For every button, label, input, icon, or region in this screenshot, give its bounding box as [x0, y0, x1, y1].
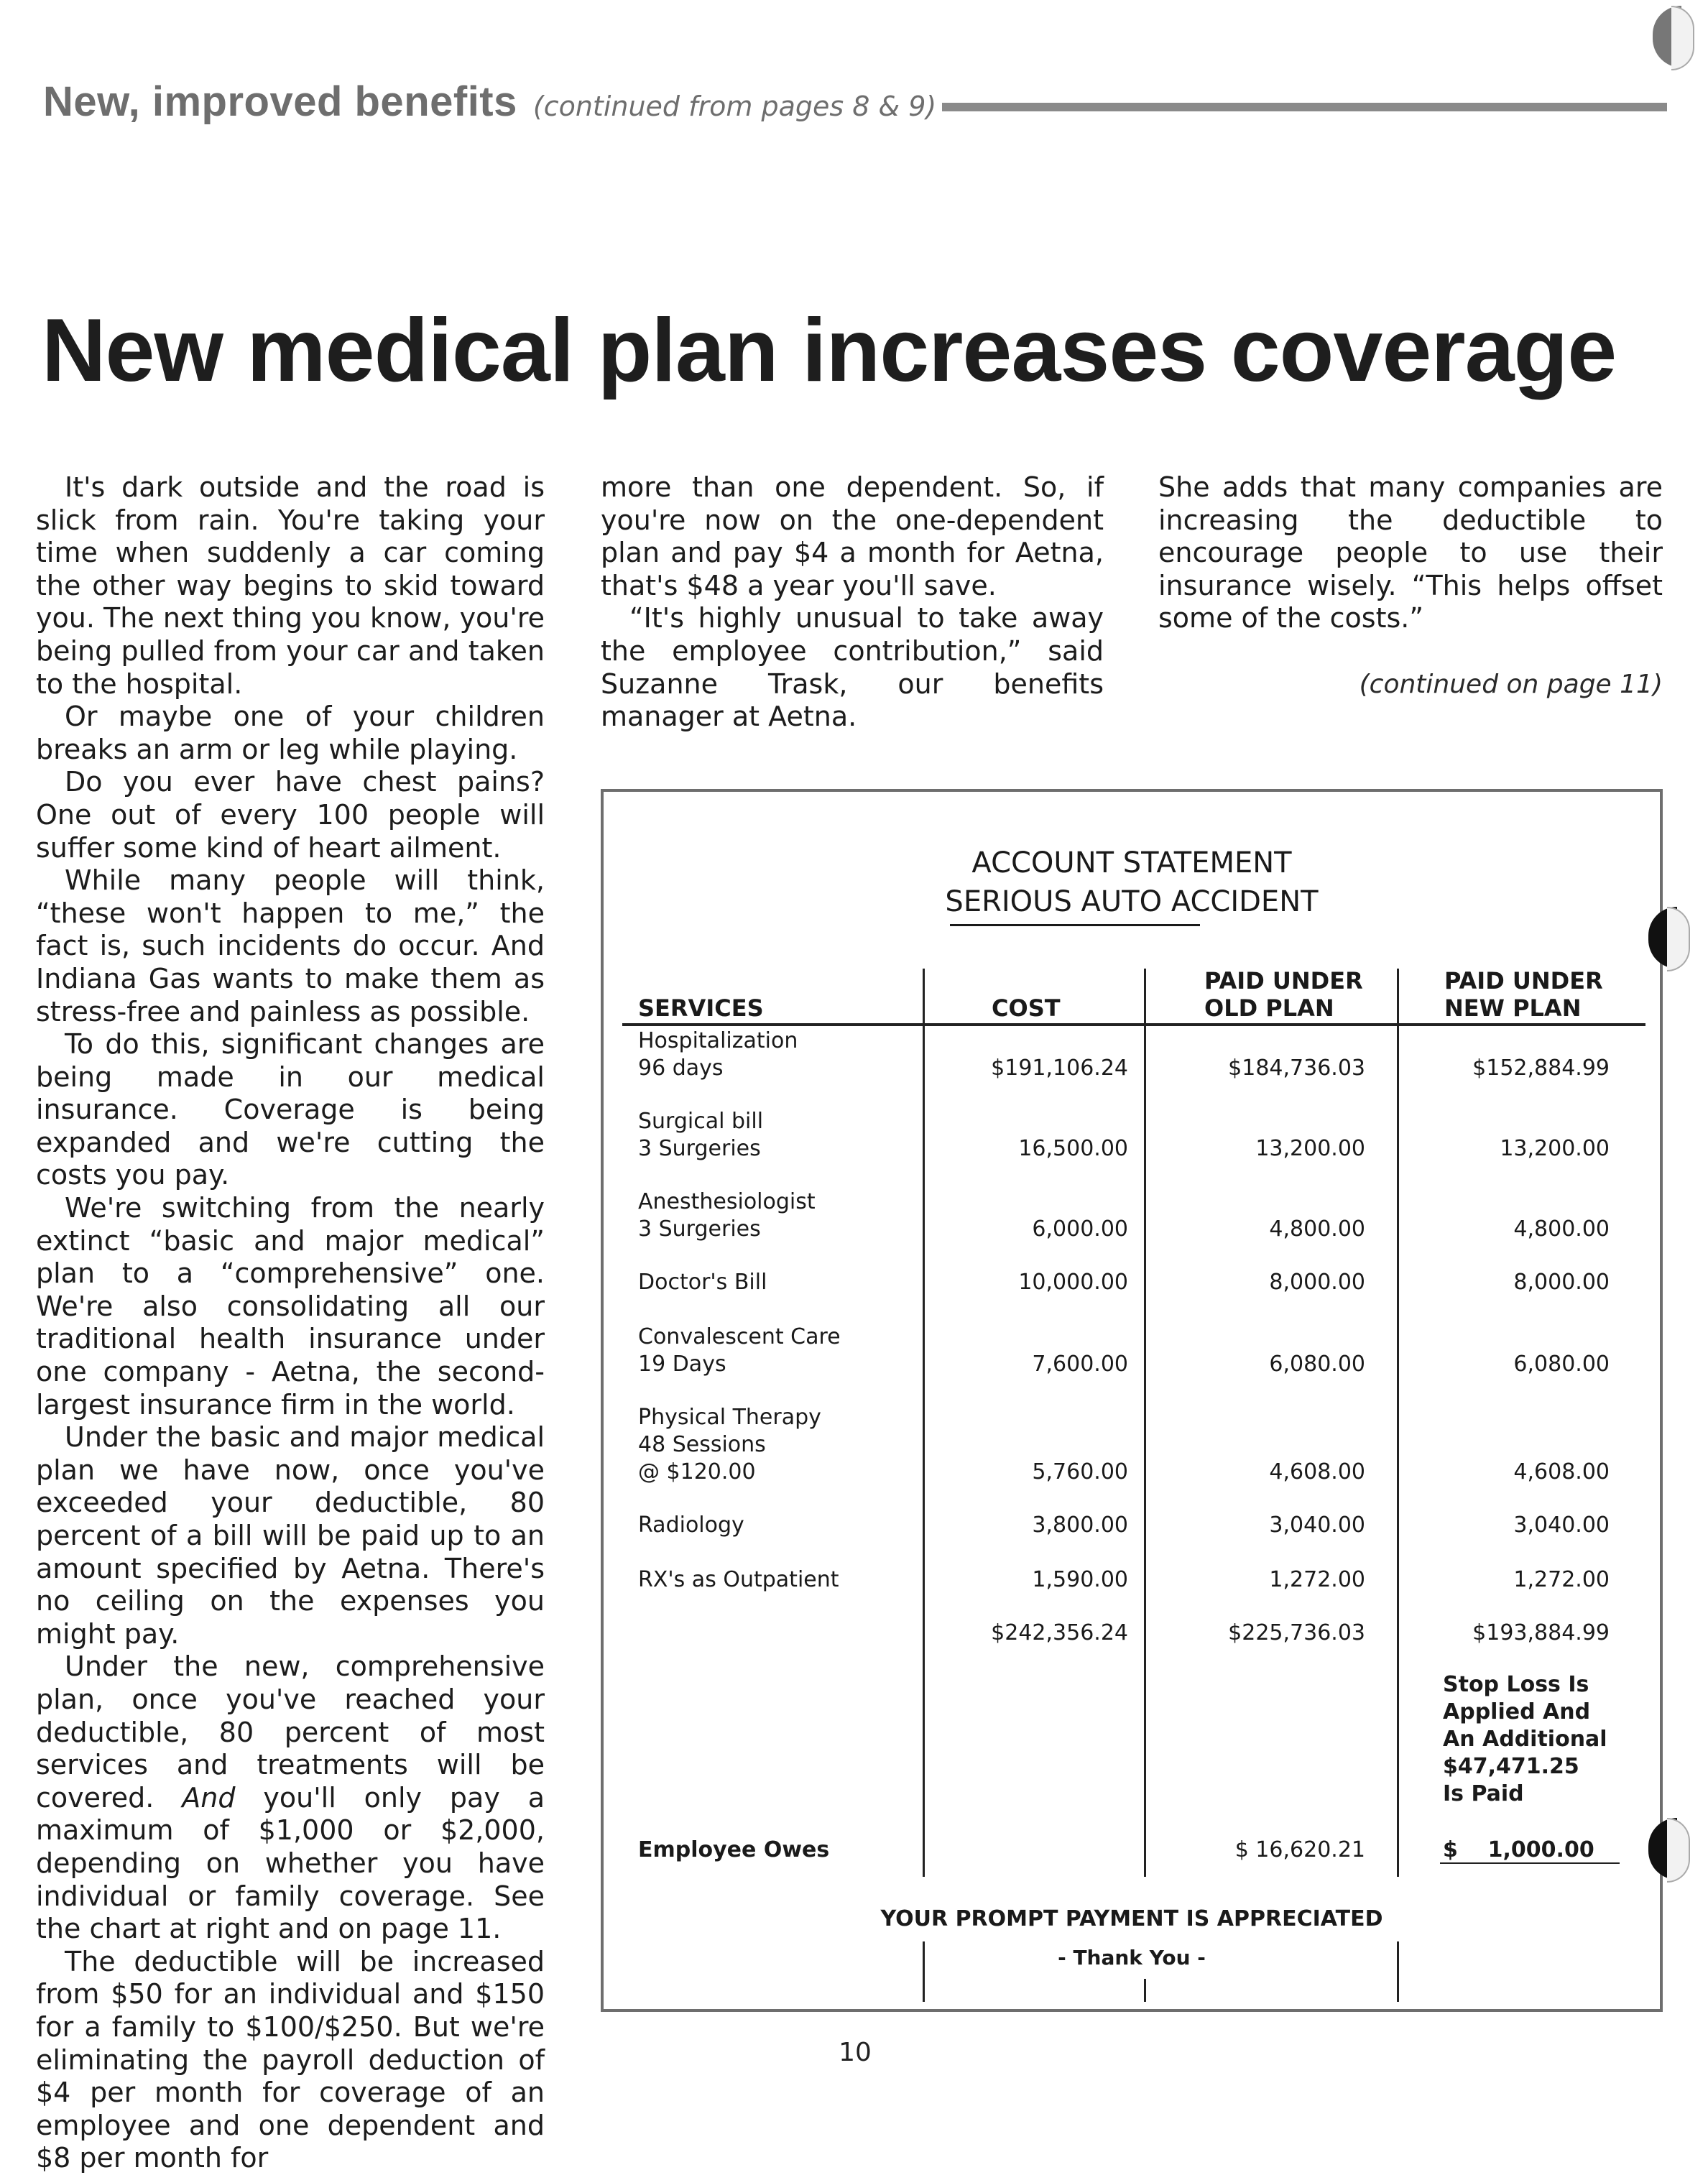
- continued-on-note: (continued on page 11): [1359, 670, 1663, 699]
- new-plan-value: 8,000.00: [1513, 1270, 1610, 1295]
- emphasis-text: And: [182, 1781, 236, 1814]
- article-column-1: [36, 471, 545, 2175]
- employee-owes-label: Employee Owes: [638, 1837, 830, 1862]
- paragraph: [36, 1650, 545, 1945]
- paragraph: Do you ever have chest pains? One out of every 100 people will suffer some kind of heart ailment.: [36, 766, 545, 864]
- new-plan-value: 4,800.00: [1513, 1216, 1610, 1242]
- old-plan-value: 3,040.00: [1269, 1513, 1365, 1538]
- header-old-plan: [1204, 967, 1363, 1022]
- header-old-line2: OLD PLAN: [1204, 994, 1334, 1022]
- thank-you-note: - Thank You -: [1058, 1946, 1206, 1969]
- binder-tab-top: [1653, 6, 1693, 68]
- header-cost: COST: [992, 994, 1061, 1022]
- article-column-3: [1158, 471, 1663, 635]
- paragraph: Or maybe one of your children breaks an arm or leg while playing.: [36, 701, 545, 765]
- header-services: SERVICES: [638, 994, 764, 1022]
- old-plan-value: $184,736.03: [1228, 1056, 1365, 1081]
- cost-value: 1,590.00: [1032, 1567, 1128, 1592]
- employee-owes-new: $ 1,000.00: [1443, 1837, 1594, 1862]
- section-title: New, improved benefits: [43, 78, 517, 125]
- header-old-line1: PAID UNDER: [1204, 967, 1363, 994]
- paragraph: It's dark outside and the road is slick from rain. You're taking your time when suddenly a car coming the other way begins to skid toward you. The next thing you know, you're being pulled from your car and taken to the hospital.: [36, 471, 545, 700]
- column-divider: [1144, 969, 1146, 1877]
- paragraph: To do this, significant changes are being made in our medical insurance. Coverage is being expanded and we're cutting the costs you pay.: [36, 1028, 545, 1191]
- old-plan-value: 4,608.00: [1269, 1459, 1365, 1484]
- owes-underline: [1440, 1862, 1620, 1864]
- cost-value: 7,600.00: [1032, 1352, 1128, 1377]
- paragraph: “It's highly unusual to take away the employee contribution,” said Suzanne Trask, our benefits manager at Aetna.: [601, 602, 1104, 733]
- total-old-plan: $225,736.03: [1228, 1620, 1365, 1645]
- old-plan-value: 4,800.00: [1269, 1216, 1365, 1242]
- paragraph: more than one dependent. So, if you're now on the one-dependent plan and pay $4 a month for Aetna, that's $48 a year you'll save.: [601, 471, 1104, 601]
- service-label: RX's as Outpatient: [638, 1567, 839, 1592]
- column-divider: [1397, 969, 1399, 1877]
- total-cost: $242,356.24: [991, 1620, 1128, 1645]
- column-divider: [1144, 1979, 1146, 2002]
- cost-value: 10,000.00: [1018, 1270, 1128, 1295]
- new-plan-value: 13,200.00: [1500, 1136, 1610, 1161]
- cost-value: $191,106.24: [991, 1056, 1128, 1081]
- new-plan-value: 4,608.00: [1513, 1459, 1610, 1484]
- paragraph-text: Under the new, comprehensive plan, once you've reached your deductible, 80 percent of most services and treatments will be covered.: [36, 1650, 545, 1814]
- service-label: Convalescent Care 19 Days: [638, 1324, 841, 1377]
- service-label: Radiology: [638, 1513, 744, 1538]
- prompt-payment-note: YOUR PROMPT PAYMENT IS APPRECIATED: [880, 1906, 1383, 1931]
- service-label: Doctor's Bill: [638, 1270, 767, 1295]
- service-label: Physical Therapy 48 Sessions @ $120.00: [638, 1405, 821, 1484]
- cost-value: 16,500.00: [1018, 1136, 1128, 1161]
- service-label: Surgical bill 3 Surgeries: [638, 1109, 764, 1161]
- header-rule: [942, 103, 1667, 111]
- old-plan-value: 13,200.00: [1255, 1136, 1365, 1161]
- header-new-line2: NEW PLAN: [1444, 994, 1582, 1022]
- new-plan-value: $152,884.99: [1472, 1056, 1610, 1081]
- paragraph: Under the basic and major medical plan we have now, once you've exceeded your deductible, 80 percent of a bill will be paid up to an amount specified by Aetna. There's no ceiling on the expenses you might pay.: [36, 1421, 545, 1650]
- service-label: Hospitalization 96 days: [638, 1028, 798, 1081]
- stop-loss-note: Stop Loss Is Applied And An Additional $47,471.25 Is Paid: [1443, 1672, 1607, 1806]
- paragraph: The deductible will be increased from $50 for an individual and $150 for a family to $100/$250. But we're eliminating the payroll deduction of $4 per month for coverage of an employee and one dependent and $8 per month for: [36, 1945, 545, 2174]
- binder-tab: [1648, 907, 1689, 969]
- statement-subtitle: SERIOUS AUTO ACCIDENT: [945, 885, 1319, 918]
- article-column-2: [601, 471, 1104, 734]
- old-plan-value: 6,080.00: [1269, 1352, 1365, 1377]
- cost-value: 5,760.00: [1032, 1459, 1128, 1484]
- header-new-line1: PAID UNDER: [1444, 967, 1603, 994]
- cost-value: 3,800.00: [1032, 1513, 1128, 1538]
- account-statement-table: [601, 789, 1663, 2012]
- new-plan-value: 1,272.00: [1513, 1567, 1610, 1592]
- old-plan-value: 8,000.00: [1269, 1270, 1365, 1295]
- paragraph: We're switching from the nearly extinct “basic and major medical” plan to a “comprehensive” one. We're also consolidating all our traditional health insurance under one company - Aetna, the second-largest insurance firm in the world.: [36, 1192, 545, 1421]
- title-underline: [950, 924, 1200, 926]
- binder-tab: [1648, 1818, 1689, 1880]
- paragraph-text: you'll only pay a maximum of $1,000 or $2,000, depending on whether you have individual or family coverage. See the chart at right and on page 11.: [36, 1781, 545, 1945]
- cost-value: 6,000.00: [1032, 1216, 1128, 1242]
- statement-title: ACCOUNT STATEMENT: [971, 846, 1292, 879]
- section-kicker: [43, 78, 1667, 128]
- new-plan-value: 6,080.00: [1513, 1352, 1610, 1377]
- total-new-plan: $193,884.99: [1472, 1620, 1610, 1645]
- paragraph: While many people will think, “these won't happen to me,” the fact is, such incidents do occur. And Indiana Gas wants to make them as stress-free and painless as possible.: [36, 864, 545, 1028]
- new-plan-value: 3,040.00: [1513, 1513, 1610, 1538]
- service-label: Anesthesiologist 3 Surgeries: [638, 1189, 816, 1242]
- page-number: 10: [839, 2038, 872, 2067]
- paragraph: She adds that many companies are increasing the deductible to encourage people to use their insurance wisely. “This helps offset some of the costs.”: [1158, 471, 1663, 634]
- continued-from-note: (continued from pages 8 & 9): [532, 91, 937, 122]
- header-rule: [622, 1023, 1645, 1026]
- old-plan-value: 1,272.00: [1269, 1567, 1365, 1592]
- employee-owes-old: $ 16,620.21: [1234, 1837, 1365, 1862]
- header-new-plan: [1444, 967, 1603, 1022]
- headline: New medical plan increases coverage: [42, 301, 1617, 400]
